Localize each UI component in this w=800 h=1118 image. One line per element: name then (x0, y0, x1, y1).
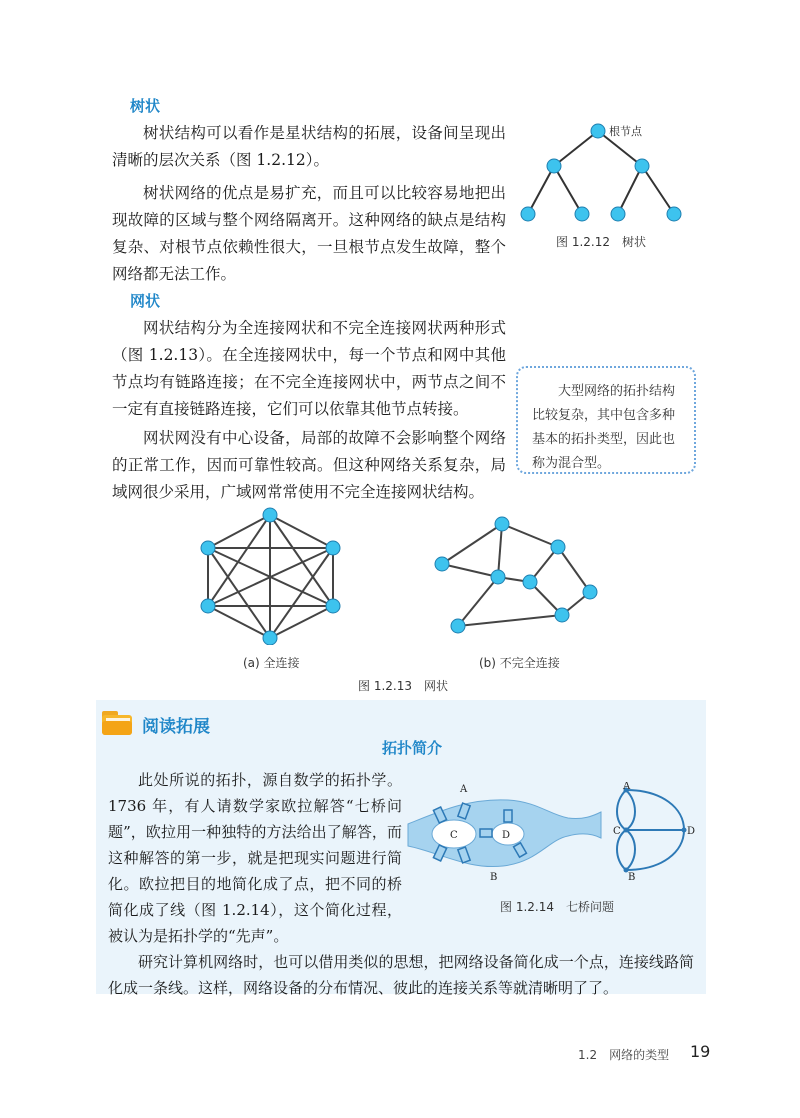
sidenote-box: 大型网络的拓扑结构比较复杂，其中包含多种基本的拓扑类型，因此也称为混合型。 (516, 366, 696, 474)
bridges-map-figure (398, 782, 603, 882)
reading-para-1-text: 此处所说的拓扑，源自数学的拓扑学。1736 年，有人请数学家欧拉解答“七桥问题”，欧拉用一种独特的方法给出了解答，而这种解答的第一步，就是把现实问题进行简化。欧拉把目的地简化成了点，把不同的桥简化成了线（图 1.2.14），这个简化过程，被认为是拓扑学的“先声”。 (108, 771, 402, 945)
mesh-node (201, 599, 215, 613)
tree-node (667, 207, 681, 221)
footer-section: 1.2 网络的类型 (578, 1048, 670, 1062)
map-label-b: B (490, 872, 498, 882)
mesh-node (583, 585, 597, 599)
bridges-graph-figure (612, 782, 702, 882)
reading-title: 阅读拓展 (142, 717, 210, 737)
mesh-para-1: 网状结构分为全连接网状和不完全连接网状两种形式（图 1.2.13）。在全连接网状中，每一个节点和网中其他节点均有链路连接；在不完全连接网状中，两节点之间不一定有直接链路连接，它们可以依靠其他节点转接。 (112, 319, 506, 418)
reading-subtitle: 拓扑简介 (382, 739, 443, 757)
tree-caption: 图 1.2.12 树状 (556, 235, 646, 249)
mesh-node (491, 570, 505, 584)
map-label-d: D (502, 830, 511, 841)
tree-node (635, 159, 649, 173)
mesh-heading: 网状 (130, 292, 161, 310)
graph-label-d: D (687, 826, 696, 837)
bridges-caption: 图 1.2.14 七桥问题 (500, 900, 614, 914)
tree-figure (510, 115, 700, 230)
tree-heading: 树状 (130, 97, 161, 115)
mesh-node (555, 608, 569, 622)
mesh-node (435, 557, 449, 571)
mesh-node (451, 619, 465, 633)
mesh-node (263, 631, 277, 645)
tree-node (521, 207, 535, 221)
mesh-text (112, 315, 506, 506)
mesh-para-2: 网状网没有中心设备，局部的故障不会影响整个网络的正常工作，因而可靠性较高。但这种网络关系复杂，局域网很少采用，广域网常常使用不完全连接网状结构。 (112, 429, 506, 501)
mesh-node (326, 599, 340, 613)
map-label-c: C (450, 830, 458, 841)
mesh-node (495, 517, 509, 531)
map-label-a: A (460, 784, 468, 795)
tree-text (112, 120, 506, 288)
graph-label-c: C (613, 826, 621, 837)
full-mesh-figure (196, 505, 346, 645)
tree-node (575, 207, 589, 221)
folder-icon (100, 707, 136, 737)
tree-para-2: 树状网络的优点是易扩充，而且可以比较容易地把出现故障的区域与整个网络隔离开。这种网络的缺点是结构复杂、对根节点依赖性很大，一旦根节点发生故障，整个网络都无法工作。 (112, 184, 506, 283)
mesh-node (326, 541, 340, 555)
tree-root-node (591, 124, 605, 138)
partial-mesh-figure (430, 512, 610, 642)
mesh-node (523, 575, 537, 589)
mesh-figure-caption: 图 1.2.13 网状 (358, 679, 448, 693)
graph-label-a: A (623, 782, 631, 792)
mesh-node (551, 540, 565, 554)
mesh-node (201, 541, 215, 555)
tree-node (611, 207, 625, 221)
tree-para-1: 树状结构可以看作是星状结构的拓展，设备间呈现出清晰的层次关系（图 1.2.12）。 (112, 124, 506, 169)
root-node-label: 根节点 (609, 125, 642, 138)
full-mesh-caption: (a) 全连接 (243, 656, 300, 670)
page-number: 19 (690, 1042, 711, 1061)
reading-para-2-text: 研究计算机网络时，也可以借用类似的思想，把网络设备简化成一个点，连接线路简化成一条线。这样，网络设备的分布情况、彼此的连接关系等就清晰明了了。 (108, 953, 694, 997)
tree-node (547, 159, 561, 173)
mesh-node (263, 508, 277, 522)
graph-label-b: B (628, 872, 636, 882)
partial-mesh-caption: (b) 不完全连接 (479, 656, 560, 670)
